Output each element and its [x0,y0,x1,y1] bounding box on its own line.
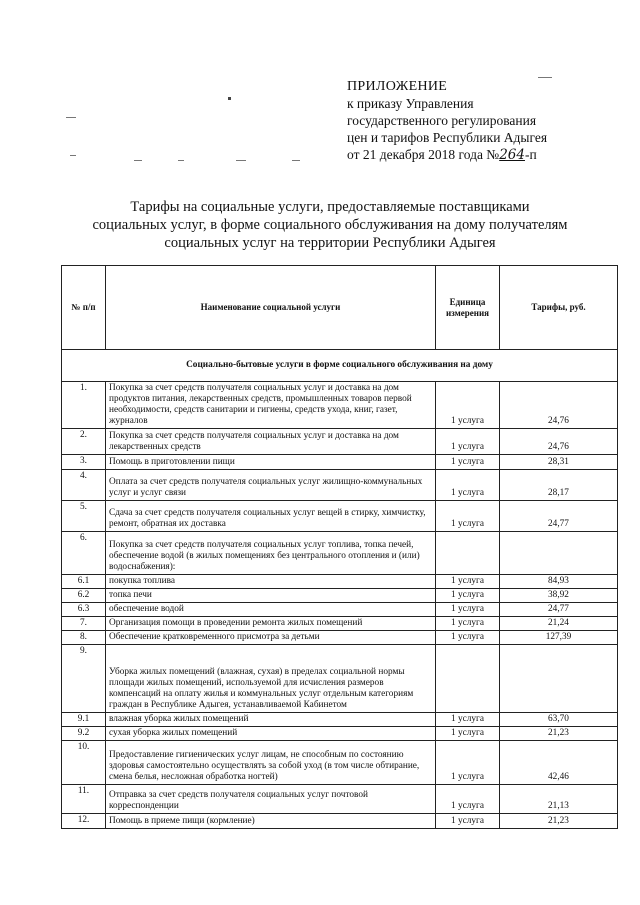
row-price: 21,24 [500,617,618,631]
table-row [62,727,618,741]
table-row [62,741,618,785]
row-price: 21,13 [500,785,618,814]
row-name: влажная уборка жилых помещений [106,713,436,727]
row-num: 6.3 [62,603,106,617]
row-unit: 1 услуга [436,814,500,829]
row-name: Предоставление гигиенических услуг лицам, не способным по состоянию здоровья самостоятельно осуществлять за собой уход (в том числе обтирание, смена белья, несложная обработка ногтей) [106,741,436,785]
row-price: 24,77 [500,501,618,532]
row-price: 84,93 [500,575,618,589]
row-num: 7. [62,617,106,631]
speck [292,160,300,161]
row-num: 3. [62,455,106,470]
speck [134,160,142,161]
table-row [62,603,618,617]
table-row [62,785,618,814]
row-name: Сдача за счет средств получателя социальных услуг вещей в стирку, химчистку, ремонт, обратная их доставка [106,501,436,532]
order-suffix: -п [524,147,537,162]
row-name: Помощь в приготовлении пищи [106,455,436,470]
row-price: 42,46 [500,741,618,785]
row-unit [436,645,500,713]
row-num: 9. [62,645,106,713]
speck [70,155,76,156]
row-price [500,645,618,713]
appendix-line-2: государственного регулирования [347,113,537,128]
table-row [62,814,618,829]
document-title [60,198,600,252]
header-name: Наименование социальной услуги [106,266,436,350]
row-name: Обеспечение кратковременного присмотра за детьми [106,631,436,645]
row-num: 6.1 [62,575,106,589]
speck [178,160,184,161]
speck [538,77,552,78]
table-row [62,501,618,532]
row-unit: 1 услуга [436,631,500,645]
row-num: 9.1 [62,713,106,727]
order-number: 264 [499,147,525,163]
row-name: Уборка жилых помещений (влажная, сухая) в пределах социальной нормы площади жилых помещений, используемой для исчисления размеров компенсаций на оплату жилья и коммунальных услуг отдельным категориям граждан в Республике Адыгея, устанавливаемой Кабинетом [106,645,436,713]
row-num: 10. [62,741,106,785]
row-unit: 1 услуга [436,741,500,785]
row-unit: 1 услуга [436,617,500,631]
row-unit: 1 услуга [436,470,500,501]
row-unit: 1 услуга [436,455,500,470]
row-name: топка печи [106,589,436,603]
table-row [62,532,618,575]
table-row [62,455,618,470]
row-name: Покупка за счет средств получателя социальных услуг топлива, топка печей, обеспечение водой (в жилых помещениях без центрального отопления и (или) водоснабжения): [106,532,436,575]
appendix-order-line [347,146,547,164]
appendix-block [347,78,547,164]
appendix-line-1: к приказу Управления [347,96,474,111]
row-name: Организация помощи в проведении ремонта жилых помещений [106,617,436,631]
row-unit: 1 услуга [436,785,500,814]
section-title: Социально-бытовые услуги в форме социального обслуживания на дому [62,350,618,382]
row-num: 2. [62,429,106,455]
row-price: 24,76 [500,382,618,429]
row-num: 11. [62,785,106,814]
row-name: обеспечение водой [106,603,436,617]
row-price: 28,31 [500,455,618,470]
row-name: сухая уборка жилых помещений [106,727,436,741]
table-header-row [62,266,618,350]
table-row [62,645,618,713]
appendix-title: ПРИЛОЖЕНИЕ [347,79,448,94]
row-unit: 1 услуга [436,382,500,429]
row-unit: 1 услуга [436,501,500,532]
row-price: 28,17 [500,470,618,501]
row-name: Помощь в приеме пищи (кормление) [106,814,436,829]
row-num: 9.2 [62,727,106,741]
row-num: 6. [62,532,106,575]
header-unit: Единица измерения [436,266,500,350]
row-name: Оплата за счет средств получателя социальных услуг жилищно-коммунальных услуг и услуг связи [106,470,436,501]
row-unit: 1 услуга [436,727,500,741]
row-num: 5. [62,501,106,532]
row-price: 127,39 [500,631,618,645]
title-line-2: социальных услуг, в форме социального обслуживания на дому получателям [92,217,568,233]
speck [228,97,231,100]
row-num: 4. [62,470,106,501]
row-price: 63,70 [500,713,618,727]
row-num: 8. [62,631,106,645]
row-num: 1. [62,382,106,429]
section-row [62,350,618,382]
speck [236,160,246,161]
table-row [62,617,618,631]
table-row [62,429,618,455]
row-name: Покупка за счет средств получателя социальных услуг и доставка на дом продуктов питания, лекарственных средств, промышленных товаров первой необходимости, средств санитарии и гигиены, средств ухода, книг, газет, журналов [106,382,436,429]
row-unit: 1 услуга [436,589,500,603]
header-price: Тарифы, руб. [500,266,618,350]
table-row [62,631,618,645]
table-row [62,382,618,429]
table-row [62,470,618,501]
row-name: покупка топлива [106,575,436,589]
row-price: 21,23 [500,727,618,741]
row-num: 12. [62,814,106,829]
table-row [62,589,618,603]
appendix-date: от 21 декабря 2018 года № [347,147,500,162]
row-unit: 1 услуга [436,603,500,617]
row-price: 38,92 [500,589,618,603]
row-price [500,532,618,575]
tariff-table [61,265,618,829]
row-name: Покупка за счет средств получателя социальных услуг и доставка на дом лекарственных средств [106,429,436,455]
row-unit: 1 услуга [436,713,500,727]
speck [66,117,76,118]
appendix-line-3: цен и тарифов Республики Адыгея [347,130,548,145]
row-name: Отправка за счет средств получателя социальных услуг почтовой корреспонденции [106,785,436,814]
row-unit [436,532,500,575]
row-price: 24,77 [500,603,618,617]
table-row [62,713,618,727]
row-price: 24,76 [500,429,618,455]
title-line-3: социальных услуг на территории Республики Адыгея [164,235,496,251]
row-unit: 1 услуга [436,429,500,455]
title-line-1: Тарифы на социальные услуги, предоставляемые поставщиками [130,199,530,215]
row-unit: 1 услуга [436,575,500,589]
table-row [62,575,618,589]
header-num: № п/п [62,266,106,350]
row-num: 6.2 [62,589,106,603]
row-price: 21,23 [500,814,618,829]
